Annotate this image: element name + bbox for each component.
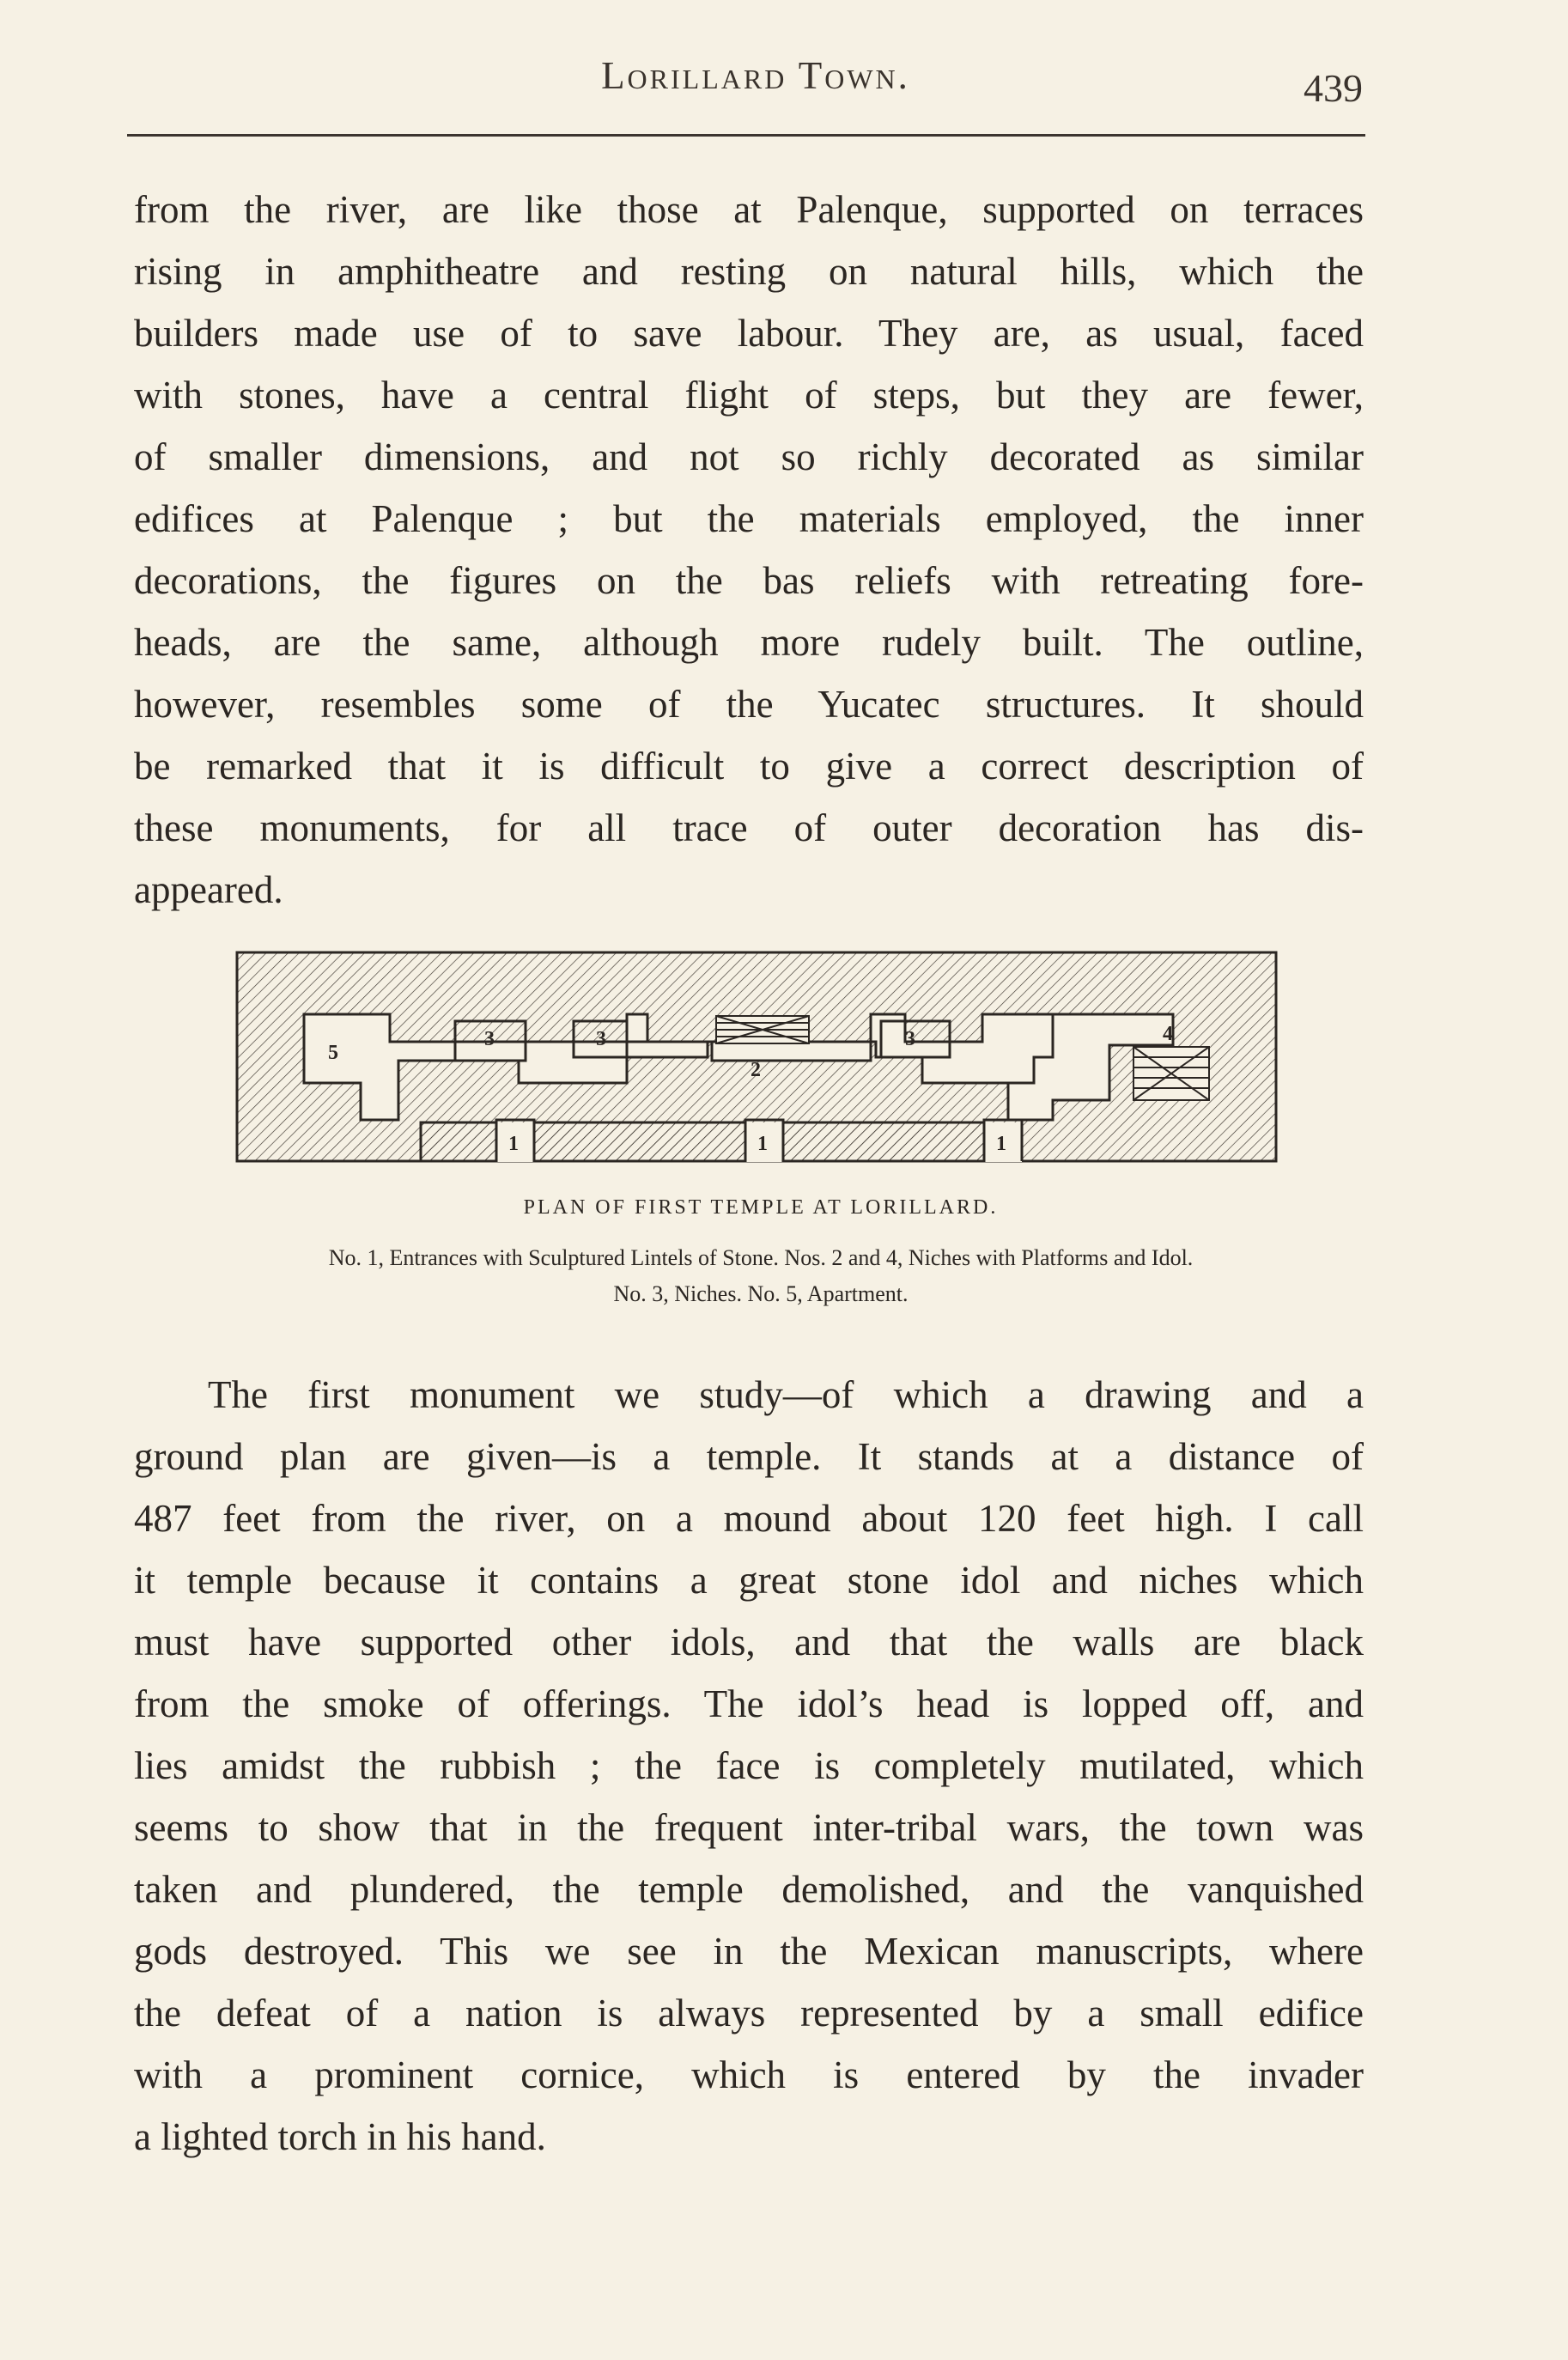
text-line: be remarked that it is difficult to give a correct description of [134,745,1364,788]
text-line: it temple because it contains a great stone idol and niches which [134,1559,1364,1602]
text-line: edifices at Palenque ; but the materials employed, the inner [134,497,1364,540]
text-line: appeared. [134,868,283,911]
label-right-niche: 4 [1163,1023,1173,1045]
label-entrance-mid: 1 [757,1133,768,1155]
figure-caption-title: PLAN OF FIRST TEMPLE AT LORILLARD. [523,1196,999,1219]
central-niche-platform [716,1016,809,1043]
text-line: 487 feet from the river, on a mound about 120 feet high. I call [134,1497,1364,1540]
text-line: from the river, are like those at Palenque, supported on terraces [134,188,1364,231]
label-entrance-left: 1 [508,1133,519,1155]
label-apartment: 5 [328,1042,338,1064]
text-line: with a prominent cornice, which is entered by the invader [134,2053,1364,2096]
paragraph-1 [134,179,1364,921]
label-niche-mid: 3 [596,1028,606,1050]
text-line: rising in amphitheatre and resting on natural hills, which the [134,250,1364,293]
text-line: of smaller dimensions, and not so richly decorated as similar [134,435,1364,478]
right-niche-platform [1133,1047,1209,1100]
text-line: lies amidst the rubbish ; the face is completely mutilated, which [134,1744,1364,1787]
text-line: heads, are the same, although more rudely built. The outline, [134,621,1364,664]
label-niche-left: 3 [484,1028,495,1050]
figure-legend-line-1: No. 1, Entrances with Sculptured Lintels of Stone. Nos. 2 and 4, Niches with Platforms and Idol. [328,1245,1194,1270]
text-line: decorations, the figures on the bas reliefs with retreating fore- [134,559,1364,602]
label-niche-right: 3 [905,1028,915,1050]
figure-legend-line-2: No. 3, Niches. No. 5, Apartment. [613,1281,909,1306]
text-line: a lighted torch in his hand. [134,2115,546,2158]
page-number: 439 [1304,66,1363,110]
label-entrance-right: 1 [996,1133,1006,1155]
text-line: with stones, have a central flight of steps, but they are fewer, [134,374,1364,417]
running-head: Lorillard Town. [601,54,910,97]
text-line: from the smoke of offerings. The idol’s head is lopped off, and [134,1682,1364,1725]
label-central-niche: 2 [751,1059,761,1081]
text-line: taken and plundered, the temple demolished, and the vanquished [134,1868,1364,1911]
text-line: however, resembles some of the Yucatec structures. It should [134,683,1364,726]
text-line: gods destroyed. This we see in the Mexican manuscripts, where [134,1930,1364,1973]
text-line: builders made use of to save labour. They are, as usual, faced [134,312,1364,355]
text-line: seems to show that in the frequent inter-tribal wars, the town was [134,1806,1364,1849]
text-line: the defeat of a nation is always represented by a small edifice [134,1992,1364,2035]
text-line: The first monument we study—of which a drawing and a [208,1373,1364,1416]
header-rule [127,134,1365,137]
text-line: must have supported other idols, and that the walls are black [134,1621,1364,1664]
temple-floor-plan [235,951,1283,1165]
text-line: these monuments, for all trace of outer decoration has dis- [134,806,1364,849]
text-line: ground plan are given—is a temple. It stands at a distance of [134,1435,1364,1478]
paragraph-2 [134,1364,1364,2168]
